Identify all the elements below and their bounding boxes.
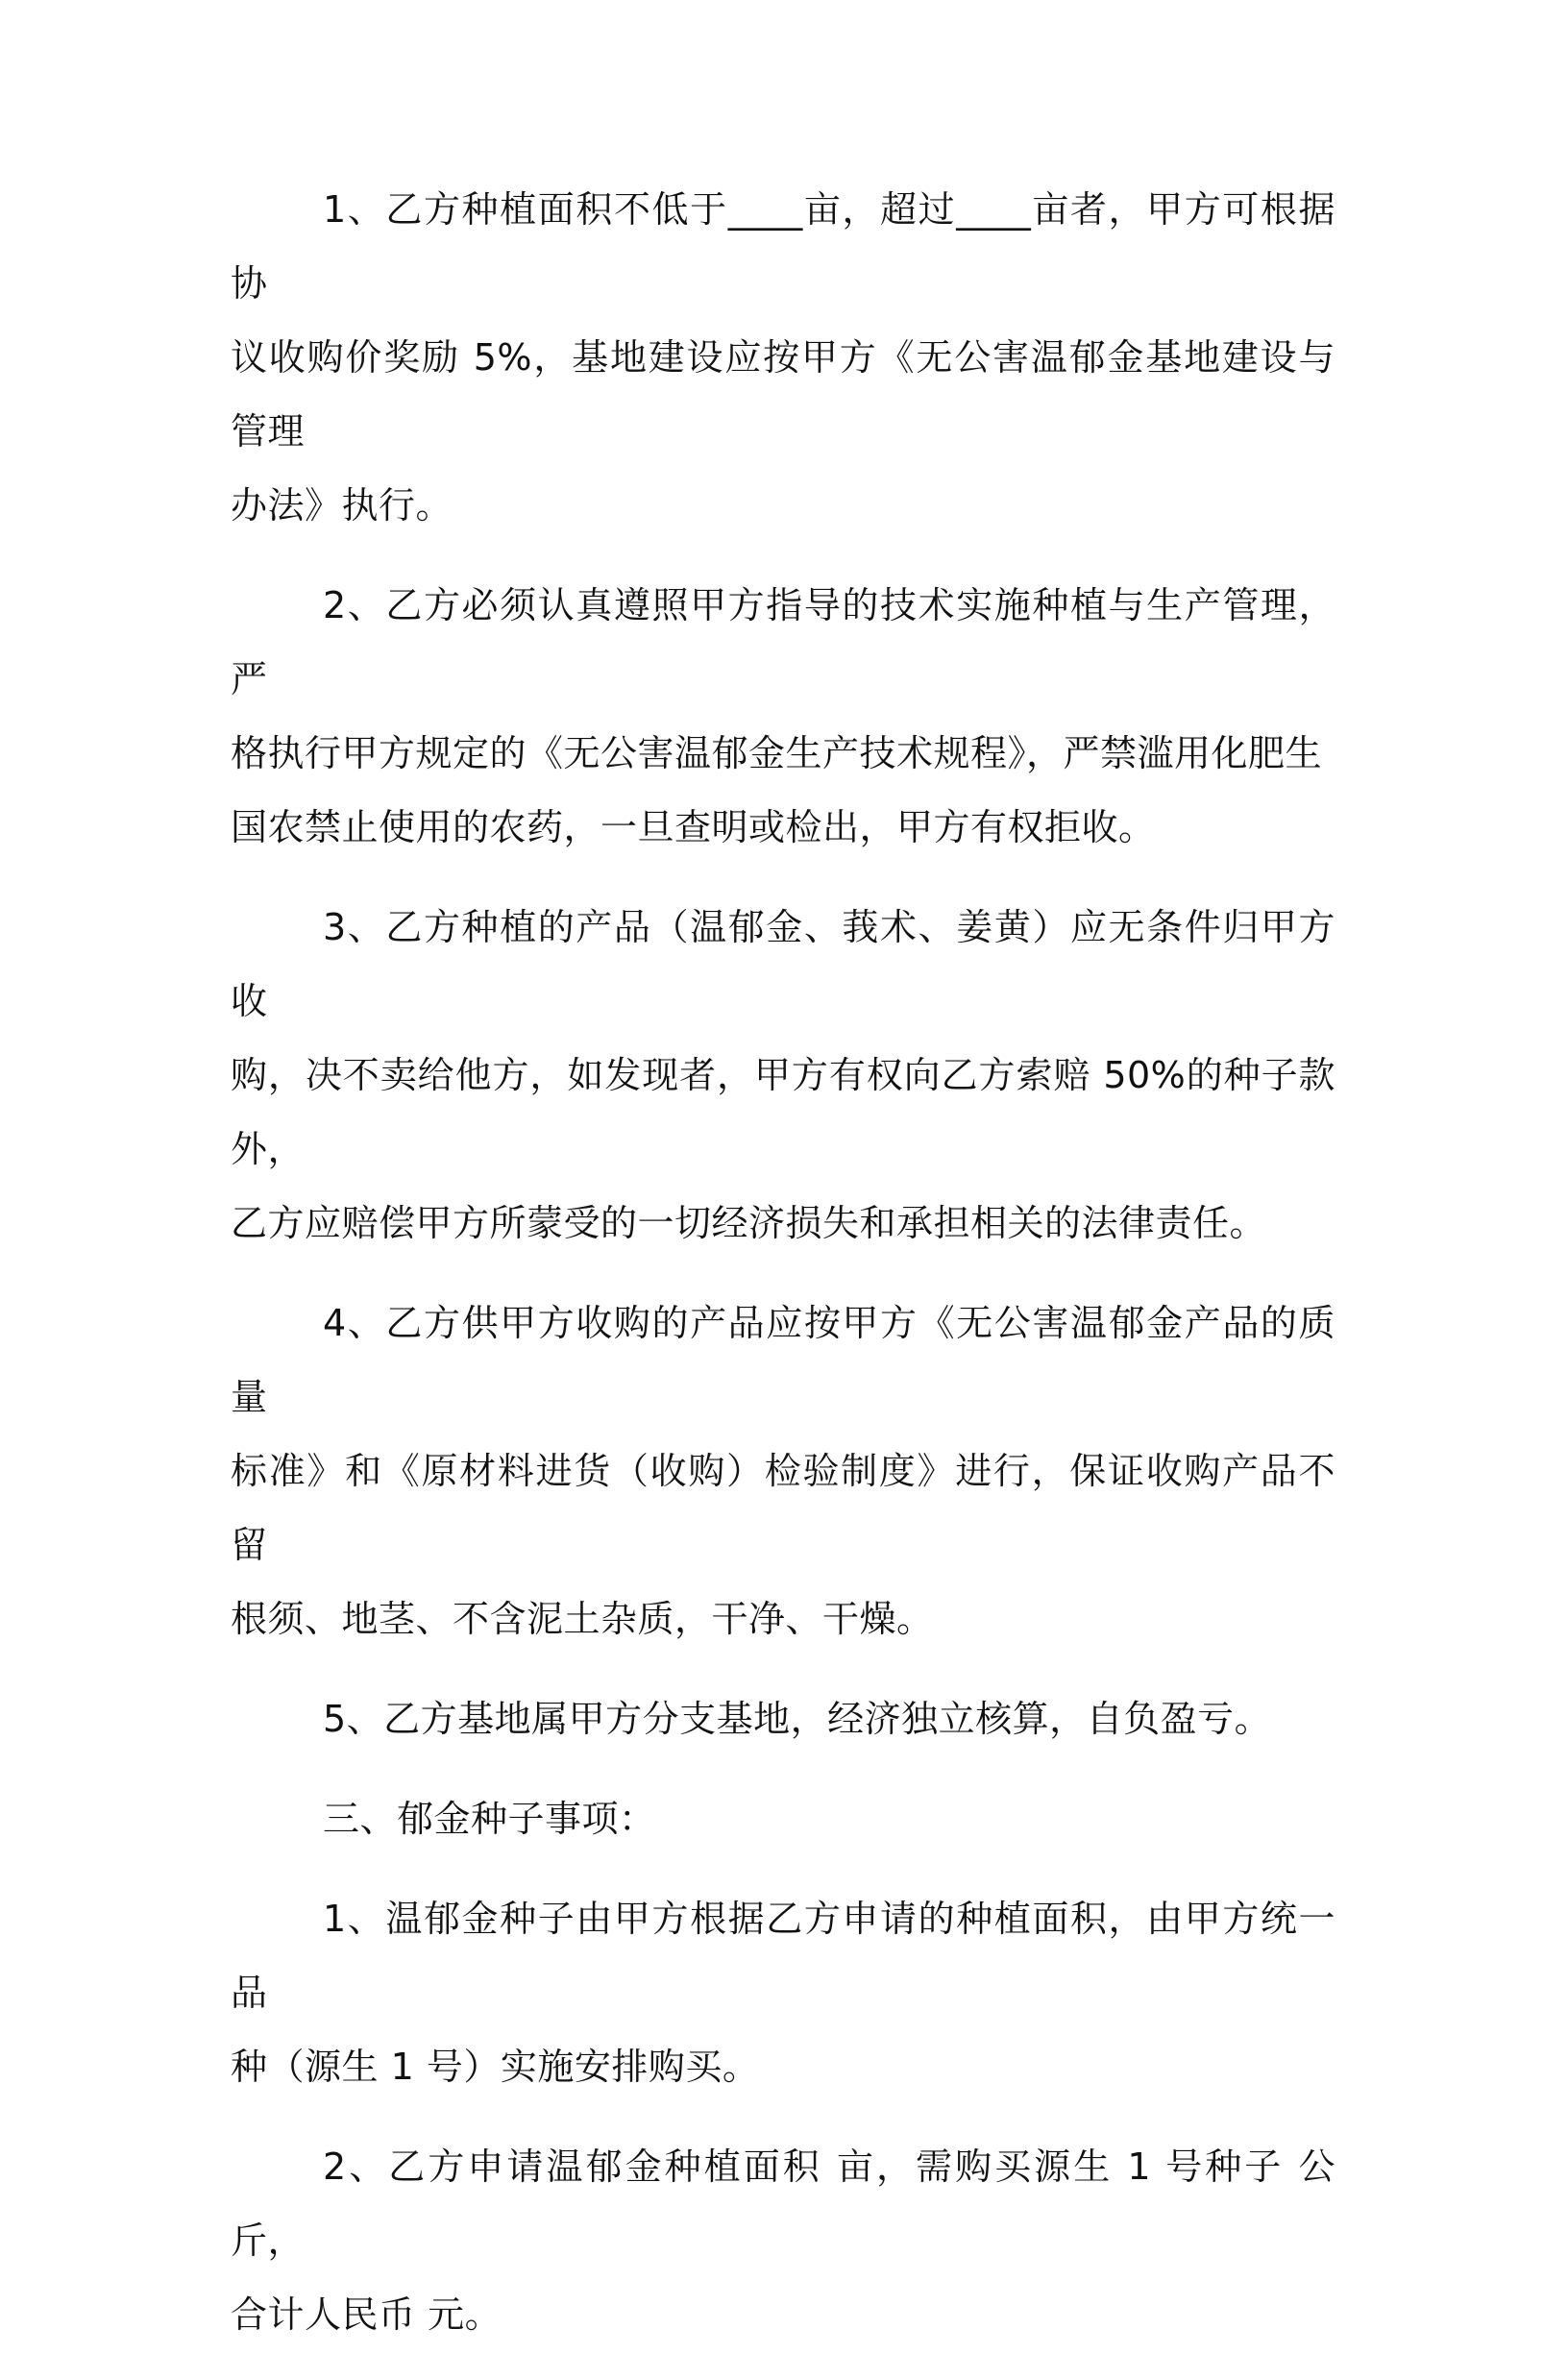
text-line: 根须、地茎、不含泥土杂质，干净、干燥。 [231, 1598, 934, 1640]
section-heading: 三、郁金种子事项： [323, 1798, 656, 1840]
clause-3-exclusive-purchase [231, 891, 1335, 1261]
text-line: 5、乙方基地属甲方分支基地，经济独立核算，自负盈亏。 [323, 1698, 1272, 1740]
text-line: 种（源生 1 号）实施安排购买。 [231, 2046, 760, 2088]
text-line: 标准》和《原材料进货（收购）检验制度》进行，保证收购产品不留 [231, 1450, 1335, 1566]
seed-clause-1 [231, 1882, 1335, 2104]
section-3-heading [231, 1782, 1335, 1856]
text-line: 乙方应赔偿甲方所蒙受的一切经济损失和承担相关的法律责任。 [231, 1202, 1267, 1244]
text-line: 3、乙方种植的产品（温郁金、莪术、姜黄）应无条件归甲方收 [231, 906, 1335, 1022]
text-line: 4、乙方供甲方收购的产品应按甲方《无公害温郁金产品的质量 [231, 1302, 1335, 1418]
clause-4-quality-standard [231, 1287, 1335, 1656]
text-line: 合计人民币 元。 [231, 2293, 502, 2336]
clause-1-planting-area [231, 173, 1335, 543]
text-line: 2、乙方必须认真遵照甲方指导的技术实施种植与生产管理，严 [231, 584, 1335, 700]
text-line: 1、乙方种植面积不低于____亩，超过____亩者，甲方可根据协 [231, 188, 1335, 305]
clause-2-technical-management [231, 569, 1335, 865]
document-page [231, 173, 1335, 2378]
text-line: 2、乙方申请温郁金种植面积 亩，需购买源生 1 号种子 公斤， [231, 2145, 1335, 2262]
text-line: 议收购价奖励 5%，基地建设应按甲方《无公害温郁金基地建设与管理 [231, 336, 1335, 453]
text-line: 1、温郁金种子由甲方根据乙方申请的种植面积，由甲方统一品 [231, 1898, 1335, 2014]
clause-5-branch-base [231, 1682, 1335, 1756]
seed-clause-2 [231, 2130, 1335, 2352]
text-line: 办法》执行。 [231, 484, 453, 527]
text-line: 格执行甲方规定的《无公害温郁金生产技术规程》，严禁滥用化肥生 [231, 732, 1323, 774]
text-line: 国农禁止使用的农药，一旦查明或检出，甲方有权拒收。 [231, 806, 1156, 848]
text-line: 购，决不卖给他方，如发现者，甲方有权向乙方索赔 50%的种子款外， [231, 1054, 1335, 1170]
